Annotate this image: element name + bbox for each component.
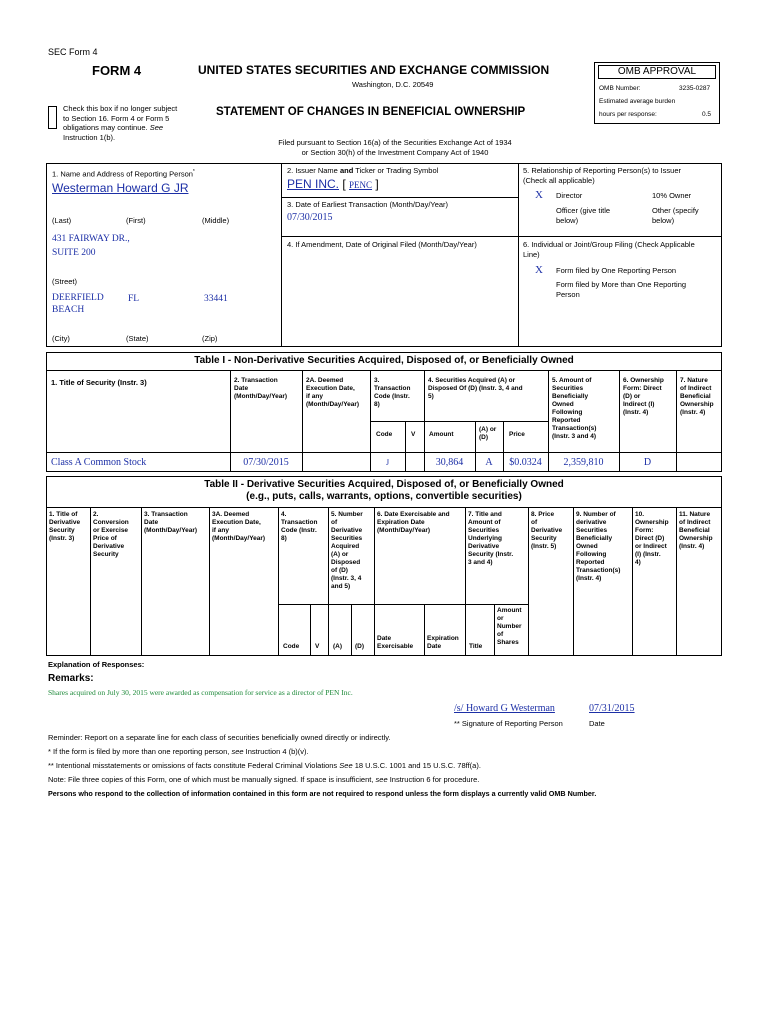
officer-label: Officer (give title below) xyxy=(556,206,611,225)
relationship-label: 5. Relationship of Reporting Person(s) to Issuer (Check all applicable) xyxy=(523,166,681,185)
director-label: Director xyxy=(556,191,583,200)
t1-col-ownership-form: 6. Ownership Form: Direct (D) or Indirect (I) (Instr. 4) xyxy=(623,377,664,416)
t2-col-title: 1. Title of Derivative Security (Instr. 3) xyxy=(49,511,81,542)
t2-col-price: 8. Price of Derivative Security (Instr. 5) xyxy=(531,511,563,550)
t2-sub-code: Code xyxy=(283,643,300,650)
note-file-copies: Note: File three copies of this Form, one of which must be manually signed. If space is insufficient, see Instruction 6 for procedure. xyxy=(48,775,480,784)
city-label: (City) xyxy=(52,334,70,343)
reporting-person-label: 1. Name and Address of Reporting Person* xyxy=(52,169,195,179)
other-label: Other (specify below) xyxy=(652,206,699,225)
amendment-label: 4. If Amendment, Date of Original Filed (Month/Day/Year) xyxy=(287,240,477,249)
filing-type-label: 6. Individual or Joint/Group Filing (Check Applicable Line) xyxy=(523,240,695,259)
one-person-label: Form filed by One Reporting Person xyxy=(556,266,677,275)
ten-percent-label: 10% Owner xyxy=(652,191,692,200)
form-title: FORM 4 xyxy=(92,63,142,78)
issuer-name-ticker: PEN INC. [ PENC ] xyxy=(287,177,379,191)
omb-title: OMB APPROVAL xyxy=(598,65,716,79)
earliest-transaction-label: 3. Date of Earliest Transaction (Month/Day/Year) xyxy=(287,200,449,209)
t1-row-aord: A xyxy=(485,457,493,468)
signature-date: 07/31/2015 xyxy=(589,703,635,714)
t2-sub-a: (A) xyxy=(333,643,343,650)
table-2-title: Table II - Derivative Securities Acquired, Disposed of, or Beneficially Owned (e.g., puts, calls, warrants, options, convertible securities) xyxy=(204,479,564,502)
table-1-title: Table I - Non-Derivative Securities Acquired, Disposed of, or Beneficially Owned xyxy=(194,355,574,366)
reporting-person-name[interactable]: Westerman Howard G JR xyxy=(52,181,189,195)
note-single-star: * If the form is filed by more than one reporting person, see Instruction 4 (b)(v). xyxy=(48,747,309,756)
t2-col-code: 4. Transaction Code (Instr. 8) xyxy=(281,511,318,542)
issuer-label: 2. Issuer Name and Ticker or Trading Symbol xyxy=(287,166,439,175)
director-mark: X xyxy=(535,189,543,201)
t2-col-deemed: 3A. Deemed Execution Date, if any (Month/Day/Year) xyxy=(212,511,266,542)
t1-row-owned: 2,359,810 xyxy=(563,457,604,468)
t1-col-nature: 7. Nature of Indirect Beneficial Ownership (Instr. 4) xyxy=(680,377,714,416)
t1-row-form: D xyxy=(643,457,652,468)
t1-col-title: 1. Title of Security (Instr. 3) xyxy=(51,378,147,387)
checkbox-instructions: Check this box if no longer subject to Section 16. Form 4 or Form 5 obligations may continue. See Instruction 1(b). xyxy=(63,104,178,142)
t1-row-price: $0.0324 xyxy=(509,457,542,468)
zip-value: 33441 xyxy=(204,294,228,304)
t2-col-number-owned: 9. Number of derivative Securities Beneficially Owned Following Reported Transaction(s) (Instr. 4) xyxy=(576,511,621,582)
t2-col-conversion: 2. Conversion or Exercise Price of Derivative Security xyxy=(93,511,129,558)
zip-label: (Zip) xyxy=(202,334,218,343)
signature-date-label: Date xyxy=(589,719,605,728)
omb-burden-label: Estimated average burden xyxy=(599,98,676,105)
t1-sub-amount: Amount xyxy=(429,431,454,438)
t1-sub-price: Price xyxy=(509,431,525,438)
t1-col-acquired: 4. Securities Acquired (A) or Disposed Of (D) (Instr. 3, 4 and 5) xyxy=(428,377,523,400)
street-address: 431 FAIRWAY DR., SUITE 200 xyxy=(52,234,130,258)
t1-col-date: 2. Transaction Date (Month/Day/Year) xyxy=(234,377,288,400)
t1-row-amount: 30,864 xyxy=(435,457,464,468)
t2-col-exercisable: 6. Date Exercisable and Expiration Date (Month/Day/Year) xyxy=(377,511,450,534)
commission-title: UNITED STATES SECURITIES AND EXCHANGE COMMISSION xyxy=(198,63,550,77)
t2-col-underlying: 7. Title and Amount of Securities Underlying Derivative Security (Instr. 3 and 4) xyxy=(468,511,514,566)
middle-label: (Middle) xyxy=(202,216,230,225)
omb-number-value: 3235-0287 xyxy=(679,85,711,92)
issuer-ticker[interactable]: PENC xyxy=(349,180,373,190)
omb-hours-label: hours per response: xyxy=(599,111,657,118)
reminder-text: Reminder: Report on a separate line for each class of securities beneficially owned directly or indirectly. xyxy=(48,733,391,742)
omb-hours-value: 0.5 xyxy=(702,111,712,118)
t1-row-date: 07/30/2015 xyxy=(243,457,289,468)
table-2 xyxy=(46,476,722,656)
one-person-mark: X xyxy=(535,264,543,276)
filed-pursuant: Filed pursuant to Section 16(a) of the Securities Exchange Act of 1934 or Section 30(h) of the Investment Company Act of 1940 xyxy=(278,138,512,157)
earliest-transaction-date: 07/30/2015 xyxy=(287,212,333,223)
t2-col-nature: 11. Nature of Indirect Beneficial Ownership (Instr. 4) xyxy=(679,511,713,550)
t1-row-code: J xyxy=(385,458,390,467)
persons-notice: Persons who respond to the collection of information contained in this form are not required to respond unless the form displays a currently valid OMB Number. xyxy=(48,789,597,798)
sec-form-label: SEC Form 4 xyxy=(48,47,98,57)
t2-sub-amount: Amount or Number of Shares xyxy=(497,607,522,646)
no-longer-subject-checkbox[interactable] xyxy=(48,106,57,129)
statement-title: STATEMENT OF CHANGES IN BENEFICIAL OWNERSHIP xyxy=(216,106,526,118)
t2-sub-expiration: Expiration Date xyxy=(427,635,459,650)
t2-col-date: 3. Transaction Date (Month/Day/Year) xyxy=(144,511,198,534)
commission-location: Washington, D.C. 20549 xyxy=(352,80,434,89)
t1-sub-v: V xyxy=(411,431,416,438)
remarks-text: Shares acquired on July 30, 2015 were awarded as compensation for service as a director of PEN Inc. xyxy=(48,688,353,697)
t2-col-number: 5. Number of Derivative Securities Acquired (A) or Disposed of (D) (Instr. 3, 4 and 5) xyxy=(331,511,363,590)
t2-sub-exercisable: Date Exercisable xyxy=(377,635,414,650)
t2-sub-d: (D) xyxy=(355,643,365,650)
omb-number-label: OMB Number: xyxy=(599,85,641,92)
t2-sub-v: V xyxy=(315,643,320,650)
t1-sub-code: Code xyxy=(376,431,393,438)
street-label: (Street) xyxy=(52,277,78,286)
more-person-label: Form filed by More than One Reporting Person xyxy=(556,280,687,299)
signature-value: /s/ Howard G Westerman xyxy=(454,703,555,714)
remarks-title: Remarks: xyxy=(48,673,94,684)
t2-sub-title: Title xyxy=(469,643,483,650)
t2-col-ownership-form: 10. Ownership Form: Direct (D) or Indirect (I) (Instr. 4) xyxy=(635,511,669,566)
state-label: (State) xyxy=(126,334,149,343)
issuer-name-link[interactable]: PEN INC. xyxy=(287,177,340,191)
note-double-star: ** Intentional misstatements or omissions of facts constitute Federal Criminal Violations See 18 U.S.C. 1001 and 15 U.S.C. 78ff(a). xyxy=(48,761,481,770)
last-label: (Last) xyxy=(52,216,72,225)
t1-col-deemed: 2A. Deemed Execution Date, if any (Month/Day/Year) xyxy=(306,377,360,408)
t1-row-title: Class A Common Stock xyxy=(51,457,147,468)
t1-col-amount-owned: 5. Amount of Securities Beneficially Owned Following Reported Transaction(s) (Instr. 3 and 4) xyxy=(552,377,597,440)
signature-label: ** Signature of Reporting Person xyxy=(454,719,563,728)
t1-col-code: 3. Transaction Code (Instr. 8) xyxy=(374,377,411,408)
state-value: FL xyxy=(128,294,140,304)
city-value: DEERFIELD BEACH xyxy=(52,293,104,315)
first-label: (First) xyxy=(126,216,146,225)
t1-sub-aord: (A) or (D) xyxy=(479,426,497,441)
explanation-label: Explanation of Responses: xyxy=(48,660,145,669)
